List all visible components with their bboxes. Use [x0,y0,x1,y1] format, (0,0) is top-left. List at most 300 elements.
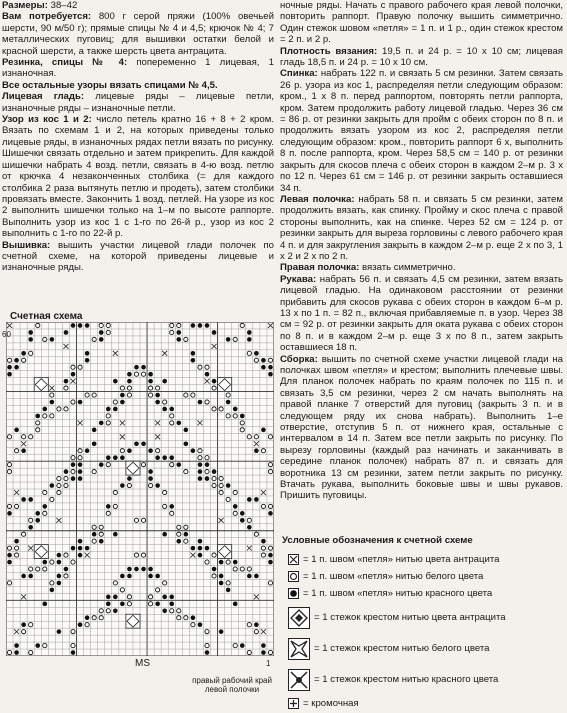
chart-stitch [57,483,61,487]
chart-stitch [43,490,47,494]
chart-stitch [50,497,54,501]
left-column [2,0,274,274]
chart-stitch [7,435,11,439]
corner-number-label: 1 [266,659,271,668]
chart-stitch [113,455,118,460]
chart-stitch [71,650,76,655]
chart-stitch [205,323,210,328]
chart-stitch [21,622,26,627]
chart-stitch [21,497,26,502]
chart-stitch [261,650,266,655]
chart-stitch [184,539,188,543]
chart-stitch [134,518,138,522]
chart-stitch [268,511,273,516]
chart-stitch [247,518,251,522]
chart-stitch [28,497,33,502]
density-label: Плотность вязания: [280,45,378,57]
chart-stitch [254,622,259,627]
chart-stitch [57,581,62,586]
chart-stitch [254,630,258,634]
legend-item-text: = 1 п. швом «петля» нитью цвета антрацита [303,554,500,565]
chart-stitch [163,504,167,508]
chart-stitch [127,448,132,453]
chart-stitch [120,400,125,405]
chart-stitch [148,602,152,606]
chart-stitch [127,602,131,606]
chart-stitch [205,470,209,474]
chart-stitch [219,407,223,411]
chart-stitch [268,372,273,377]
chart-stitch [92,532,97,537]
chart-stitch [7,553,12,558]
chart-stitch [226,483,231,488]
chart-stitch [64,469,69,474]
back-label: Спинка: [280,68,318,80]
chart-stitch [226,588,231,593]
caption-line-1: правый рабочий край [192,676,272,685]
sleeves-text: набрать 56 п. и связать 4,5 см резинки, затем вязать лицевой гладью. На одинаковом расстоянии от резинки прибавить для скосов рукава с обеих сторон в каждом 6–м р. 13 x по 1 п. = 82 п., включая прибавляемые п. в узор. Через 38 см = 92 р. от резинки закрыть для оката рукава с обеих сторон по 8 п. и в каждом 2–м р. еще 3 x по 8 п., затем закрыть оставшиеся 18 п. [280,273,563,354]
chart-stitch [205,400,209,404]
caption-line-2: левой полочки [204,685,260,694]
embroidery-paragraph [2,240,274,274]
chart-stitch [163,581,167,585]
chart-stitch [205,560,209,564]
chart-legend [282,535,565,713]
chart-stitch [14,650,19,655]
chart-stitch [78,400,83,405]
chart-stitch [85,448,90,453]
chart-stitch [148,483,152,487]
chart-stitch [170,330,174,334]
chart-stitch [169,455,174,460]
chart-stitch [261,546,265,550]
chart-stitch [170,463,174,467]
chart-stitch [191,623,195,627]
chart-stitch [120,574,125,579]
chart-stitch [233,643,237,647]
chart-stitch [29,567,33,571]
chart-stitch [106,504,111,509]
chart-stitch [205,476,210,481]
chart-stitch [155,602,160,607]
chart-stitch [85,393,89,397]
chart-stitch [226,393,230,397]
chart-cross-stitch [34,545,48,559]
chart-stitch [141,441,146,446]
chart-stitch [106,463,110,467]
chart-stitch [64,574,68,578]
chart-stitch [134,441,139,446]
chart-stitch [22,630,26,634]
chart-stitch [22,532,26,536]
chart-stitch [99,609,103,613]
materials-text: 800 г серой пряжи (100% овечьей шерсти, 90 м/50 г); прямые спицы № 4 и 4,5; крючок № 4; 7 металлических пуговиц; для вышивки остатки белой и красной шерсти, а также шерсть цвета антрацита. [2,11,274,57]
chart-stitch [78,476,83,481]
materials-paragraph [2,11,274,57]
chart-stitch [233,414,237,418]
chart-stitch [50,483,55,488]
chart-stitch [127,476,132,481]
chart-stitch [99,323,103,327]
chart-stitch [21,351,26,356]
ms-label: MS [135,658,150,669]
sizes-line [2,0,274,11]
chart-stitch [198,539,203,544]
chart-stitch [99,337,104,342]
chart-stitch [233,560,238,565]
chart-stitch [184,393,188,397]
chart-stitch [28,574,33,579]
chart-stitch [247,351,251,355]
legend-item [288,634,565,663]
chart-stitch [78,456,82,460]
rib-text: попеременно 1 лицевая, 1 изнаночная. [2,57,274,80]
chart-stitch [198,469,203,474]
chart-stitch [42,504,47,509]
chart-stitch [226,337,231,342]
chart-stitch [156,449,160,453]
right-front-label: Правая полочка: [280,262,360,274]
chart-stitch [43,511,47,515]
chart-stitch [240,567,244,571]
chart-stitch [127,393,131,397]
chart-stitch [92,441,97,446]
chart-stitch [36,421,40,425]
chart-stitch [177,323,181,327]
chart-stitch [268,470,272,474]
chart-stitch [219,581,224,586]
chart-stitch [7,365,12,370]
chart-stitch [141,518,145,522]
chart-stitch [148,476,153,481]
white-dot-box-icon [288,571,299,582]
chart-stitch [141,553,145,557]
chart-stitch [106,323,110,327]
chart-stitch [113,490,117,494]
chart-stitch [120,449,124,453]
chart-stitch [22,358,26,362]
chart-stitch [268,504,272,508]
chart-stitch [99,539,104,544]
cable-pattern-text: число петель кратно 16 + 8 + 2 кром. Вязать по схемам 1 и 2, на которых приведены только лицевые ряды, в изнаночных рядах петли вязать по рисунку. Шишечки связать отдельно и затем прикрепить. Для каждой шишечки набрать 4 возд. петли, связать в 4-ю возд. петлю от крючка 4 незаконченных столбика (= для каждого столбика 2 раза вытянуть петлю и продеть), затем столбики провязать вместе. Закончить 1 возд. петлей. На узоре из кос 2 выполнить шишечки только на 1–м по высоте раппорте. Выполнить узор из кос 1 с 1-го по 26-й р., узор из кос 2 выполнить с 1-го по 22-й р. [2,114,274,240]
right-column [280,0,563,502]
chart-stitch [71,462,76,467]
chart-stitch [170,421,174,425]
chart-cross-stitch [34,378,48,392]
chart-stitch [169,504,174,509]
chart-stitch [141,567,146,572]
chart-stitch [268,365,273,370]
chart-stitch [191,393,195,397]
chart-stitch [36,323,40,327]
chart-stitch [99,462,104,467]
chart-stitch [233,407,238,412]
chart-stitch [169,407,174,412]
chart-stitch [50,414,54,418]
chart-stitch [85,546,90,551]
chart-stitch [162,595,167,600]
chart-stitch [212,330,217,335]
chart-stitch [212,386,216,390]
chart-stitch [268,435,272,439]
chart-stitch [120,455,125,460]
chart-stitch [57,553,62,558]
chart-stitch [268,463,272,467]
chart-stitch [148,574,153,579]
chart-stitch [78,462,83,467]
chart-stitch [50,560,54,564]
chart-stitch [78,469,83,474]
chart-stitch [148,379,153,384]
chart-stitch [7,470,11,474]
cross-box-icon [288,669,310,691]
chart-stitch [261,553,265,557]
chart-stitch [233,490,237,494]
chart-stitch [205,456,209,460]
right-front-text: вязать симметрично. [362,262,456,274]
chart-stitch [14,428,19,433]
chart-stitch [113,595,118,600]
chart-stitch [240,428,244,432]
chart-stitch [219,629,224,634]
density-paragraph [280,46,563,69]
chart-stitch [71,643,75,647]
materials-label: Вам потребуется: [2,11,92,23]
chart-stitch [176,462,181,467]
rib-paragraph [2,57,274,80]
chart-stitch [92,539,96,543]
chart-stitch [21,574,26,579]
chart-stitch [162,379,167,384]
chart-stitch [148,448,153,453]
chart-stitch [205,365,209,369]
cable-pattern-label: Узор из кос 1 и 2: [2,114,92,126]
chart-stitch [177,525,181,529]
chart-stitch [120,602,125,607]
chart-stitch [254,351,259,356]
chart-stitch [156,386,160,390]
chart-stitch [92,393,96,397]
chart-stitch [113,407,118,412]
sizes-label: Размеры: [2,0,48,11]
chart-stitch [240,518,245,523]
star-box-icon [288,638,310,660]
chart-stitch [64,567,69,572]
chart-stitch [148,386,152,390]
chart-stitch [50,400,55,405]
chart-stitch [106,602,111,607]
left-front-text: набрать 58 п. и связать 5 см резинки, затем продолжить вязать, как спинку. Пройму и скос плеча с правой стороны выполнить, как на спинке. Через 52 см = 124 р. от резинки закрыть для выреза горловины с левого рабочего края 4 п. и для закругления закрыть в каждом 2–м р. еще 2 x по 3, 1 x 2 и 2 x по 2 п. [280,193,563,262]
chart-stitch [113,400,117,404]
chart-stitch [71,372,76,377]
chart-stitch [226,497,230,501]
chart-stitch [191,546,196,551]
chart-stitch [184,470,188,474]
chart-stitch [247,623,251,627]
chart-stitch [42,602,47,607]
chart-stitch [14,358,19,363]
chart-stitch [268,560,273,565]
chart-stitch [85,615,90,620]
chart-stitch [162,532,167,537]
chart-stitch [176,330,181,335]
chart-stitch [106,455,111,460]
chart-stitch [14,553,18,557]
chart-stitch [106,595,111,600]
chart-stitch [36,428,40,432]
chart-stitch [226,414,230,418]
chart-stitch [155,483,160,488]
chart-stitch [184,441,189,446]
chart-stitch [43,337,47,341]
chart-stitch [71,476,76,481]
chart-stitch [29,518,33,522]
chart-stitch [50,588,55,593]
chart-stitch [134,365,139,370]
diamond-box-icon [288,607,310,629]
chart-stitch [177,609,181,613]
chart-stitch [43,567,47,571]
chart-stitch [198,365,202,369]
chart-stitch [240,323,244,327]
other-patterns-text: Все остальные узоры вязать спицами № 4,5. [2,79,218,91]
chart-stitch [240,511,245,516]
left-front-paragraph [280,194,563,262]
chart-stitch [184,428,189,433]
chart-stitch [162,407,167,412]
chart-stitch [169,602,174,607]
chart-stitch [28,337,33,342]
chart-stitch [191,323,196,328]
black-dot-box-icon [288,588,299,599]
chart-cross-stitch [218,545,232,559]
chart-stitch [71,400,75,404]
legend-item [288,569,565,584]
chart-stitch [113,379,118,384]
chart-stitch [219,483,223,487]
chart-stitch [261,428,266,433]
chart-stitch [233,567,237,571]
assembly-label: Сборка: [280,353,318,365]
chart-stitch [163,400,167,404]
chart-stitch [99,616,103,620]
chart-stitch [7,650,11,654]
chart-stitch [247,330,252,335]
chart-stitch [78,365,82,369]
chart-stitch [205,372,210,377]
chart-stitch [7,511,12,516]
chart-stitch [247,337,252,342]
chart-caption [187,676,277,694]
chart-stitch [120,393,125,398]
chart-stitch [177,532,181,536]
chart-stitch [162,455,167,460]
chart-stitch [134,372,138,376]
chart-stitch [226,560,230,564]
chart-stitch [78,449,82,453]
chart-stitch [106,421,110,425]
chart-stitch [99,525,103,529]
chart-grid [6,322,274,656]
embroidery-label: Вышивка: [2,239,51,251]
legend-item-text: = кромочная [303,698,359,709]
chart-stitch [198,449,202,453]
chart-stitch [212,379,217,384]
chart-stitch [7,581,11,585]
chart-stitch [254,497,259,502]
chart-stitch [254,574,259,579]
chart-stitch [43,414,47,418]
chart-stitch [170,609,174,613]
x-box-icon [288,554,299,565]
chart-stitch [191,448,196,453]
chart-stitch [127,567,132,572]
legend-title: Условные обозначения к счетной схеме [282,535,473,546]
chart-stitch [247,435,251,439]
row-number-label: 60 [2,330,11,339]
chart-stitch [247,574,252,579]
chart-stitch [71,470,75,474]
chart-stitch [7,463,11,467]
chart-stitch [120,588,124,592]
chart-stitch [170,323,174,327]
chart-stitch [261,358,266,363]
chart-stitch [148,372,153,377]
chart-stitch [29,435,33,439]
chart-stitch [170,414,174,418]
assembly-paragraph [280,354,563,502]
chart-stitch [184,525,188,529]
chart-stitch [212,407,216,411]
stockinette-text: лицевые ряды – лицевые петли, изнаночные ряды – изнаночные петли. [2,91,275,114]
chart-stitch [57,490,61,494]
chart-stitch [106,414,110,418]
chart-stitch [198,546,203,551]
assembly-text: вышить по счетной схеме участки лицевой глади на полочках швом «петля» и крестом; выполнить плечевые швы. Для планок полочек набрать по краям полочек по 115 п. и связать 3,5 см резинки, через 2 см начать выполнять на правой планке 7 отверстий для пуговиц (закрыть 3 п. и в следующем ряду их снова набрать). Выполнить 1–е отверстие, отступив 5 п. от нижнего края, остальные с интервалом в 14 п. Затем все петли закрыть по рисунку. По вырезу горловины (каждый раз начинать и заканчивать в середине планок полочек) набрать 87 п. и связать для воротника 13 см резинки, затем петли закрыть по рисунку. Втачать рукава, выполнить боковые швы и швы рукавов. Пришить пуговицы. [280,353,563,502]
cable-pattern-paragraph [2,114,274,239]
legend-item [288,603,565,632]
chart-stitch [14,504,18,508]
chart-stitch [240,421,244,425]
chart-stitch [247,497,252,502]
legend-item [288,696,565,711]
chart-stitch [127,483,131,487]
chart-stitch [92,470,96,474]
chart-stitch [50,393,54,397]
chart-stitch [254,448,259,453]
chart-stitch [92,337,96,341]
chart-stitch [106,407,111,412]
chart-stitch [64,407,68,411]
chart-stitch [198,476,203,481]
counting-chart [6,322,274,656]
chart-stitch [247,525,252,530]
chart-stitch [205,462,210,467]
chart-stitch [127,574,132,579]
chart-stitch [261,449,265,453]
chart-stitch [261,539,266,544]
chart-stitch [120,386,124,390]
chart-stitch [268,358,272,362]
chart-stitch [99,421,104,426]
chart-stitch [134,567,139,572]
chart-stitch [240,643,245,648]
chart-stitch [21,448,26,453]
chart-stitch [14,365,19,370]
chart-stitch [106,511,110,515]
chart-stitch [35,511,40,516]
legend-item-text: = 1 п. швом «петля» нитью белого цвета [303,571,484,582]
